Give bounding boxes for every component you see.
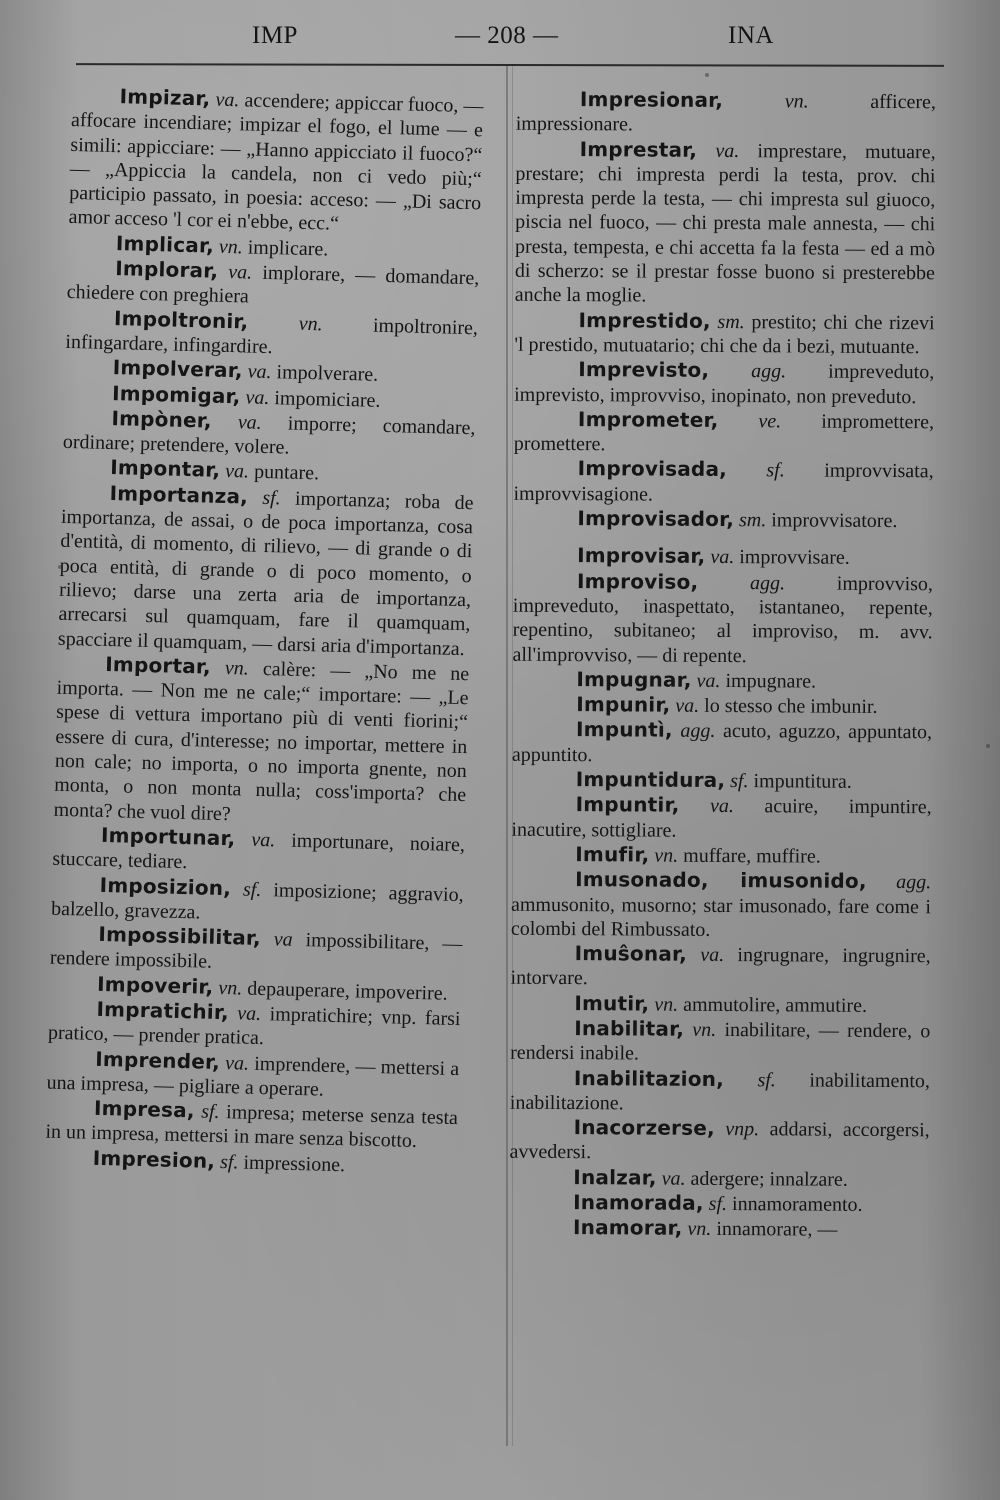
entry-pos: sf.	[219, 1150, 239, 1174]
entry-pos: vn.	[218, 976, 243, 1000]
entry-pos: vn.	[224, 656, 250, 680]
header-rule	[76, 63, 944, 67]
entry-definition: innamoramento.	[731, 1193, 863, 1216]
entry-definition: calère: — „No me ne importa. — Non me ne cale;“ importare: — „Le spese di vettura importano più di venti fiorini;“ essere di cura, d'interesse; no importar, mettere in non cale; no importa, o no importa gnente, non monta, o non monta nulla; coss'importa? che monta? che vuol dire?	[53, 657, 470, 825]
dictionary-entry	[509, 1115, 929, 1167]
entry-headword: Imprometer,	[577, 406, 719, 432]
entry-headword: Impuntir,	[575, 792, 680, 818]
dictionary-entry	[511, 867, 931, 943]
dictionary-entry	[512, 568, 933, 669]
entry-headword: Imutir,	[574, 990, 650, 1016]
entry-definition: addarsi, accorgersi, avvedersi.	[509, 1118, 930, 1164]
dictionary-entry	[510, 1065, 930, 1117]
entry-definition: impomiciare.	[274, 386, 381, 412]
dictionary-entry	[509, 1215, 929, 1243]
dictionary-entry	[58, 480, 474, 661]
entry-headword: Improvisada,	[577, 456, 728, 482]
entry-pos: va.	[247, 360, 272, 384]
entry-headword: Inabilitazion,	[573, 1065, 725, 1091]
entry-headword: Imusonado, imusonido,	[575, 867, 867, 894]
dictionary-entry	[510, 1016, 930, 1068]
entry-headword: Importanza,	[109, 480, 249, 509]
dictionary-entry	[512, 767, 932, 795]
dictionary-entry	[509, 1164, 929, 1192]
entry-pos: va.	[251, 828, 276, 852]
entry-definition: impossibilitare, — rendere impossibile.	[49, 929, 463, 974]
entry-definition: impugnare.	[725, 669, 817, 693]
entry-definition: lo stesso che imbunir.	[704, 695, 878, 719]
entry-definition: prestito; chi che rizevi 'l prestido, mutuatario; chi che da i bezi, mutuante.	[514, 310, 935, 359]
entry-definition: improvvisata, improvvisagione.	[513, 460, 934, 506]
entry-pos: vn.	[687, 1218, 712, 1241]
entry-pos: va.	[709, 795, 734, 818]
dictionary-entry	[513, 456, 933, 508]
entry-headword: Imprestido,	[578, 307, 711, 333]
page-number: — 208 —	[455, 22, 559, 49]
entry-headword: Inamorar,	[572, 1215, 683, 1241]
entry-definition: impresa; meterse senza testa in un impresa, mettersi in mare senza biscotto.	[45, 1101, 459, 1153]
entry-definition: depauperare, impoverire.	[246, 977, 448, 1005]
entry-definition: afficere, impressionare.	[515, 90, 936, 136]
entry-headword: Impresion,	[92, 1145, 216, 1173]
entry-headword: Impratichir,	[96, 996, 230, 1025]
entry-headword: Impolverar,	[112, 355, 243, 383]
entry-definition: improvviso, impreveduto, inaspettato, istantaneo, repente, repentino, subitaneo; al improviso, m. avv. all'improvviso, — di repente.	[512, 572, 934, 667]
entry-pos: sm.	[738, 509, 767, 532]
entry-pos: va.	[675, 694, 700, 717]
dictionary-entry	[516, 87, 936, 139]
scan-speck	[986, 744, 990, 748]
entry-definition: importanza; roba de importanza, de assai, o de poca importanza, cosa d'entità, di momento, di rilievo, — di grande o di poca entità, di grande o di poco momento, o rilievo; darse una zerta aria de importanza, arrecarsi sul quamquam, fare il quamquam, spacciare il quamquam, — darsi aria d'importanza.	[57, 487, 474, 660]
entry-pos: va.	[224, 1051, 250, 1075]
entry-headword: Implicar,	[115, 230, 215, 258]
entry-pos: va.	[696, 669, 721, 692]
entry-pos: agg.	[896, 871, 932, 894]
entry-headword: Inabilitar,	[574, 1016, 685, 1041]
entry-definition: acuto, aguzzo, appuntato, appuntito.	[511, 720, 933, 766]
entry-pos: va.	[237, 411, 263, 434]
entry-definition: impolverare.	[276, 361, 379, 387]
scan-speck	[58, 565, 62, 569]
entry-definition: impratichire; vnp. farsi pratico, — prender pratica.	[47, 1003, 461, 1050]
dictionary-entry	[509, 1190, 929, 1218]
dictionary-entry	[510, 941, 930, 993]
entry-pos: va.	[700, 943, 725, 967]
entry-definition: improvvisare.	[739, 546, 850, 570]
entry-definition: adergere; innalzare.	[690, 1167, 848, 1191]
entry-headword: Improvisar,	[577, 543, 706, 569]
entry-pos: va.	[710, 546, 735, 569]
entry-pos: vn.	[692, 1018, 717, 1041]
entry-definition: implicare.	[247, 236, 329, 261]
right-column	[509, 87, 936, 1243]
entry-definition: inabilitamento, inabilitazione.	[509, 1069, 931, 1115]
entry-pos: va.	[715, 139, 740, 162]
entry-pos: sf.	[766, 459, 785, 482]
entry-pos: vnp.	[725, 1118, 760, 1141]
entry-definition: impressione.	[243, 1151, 346, 1176]
entry-definition: importunare, noiare, stuccare, tediare.	[52, 829, 466, 874]
entry-pos: sf.	[262, 486, 281, 510]
entry-headword: Importunar,	[100, 822, 236, 851]
entry-headword: Imprestar,	[579, 136, 698, 162]
entry-headword: Inalzar,	[573, 1164, 657, 1190]
entry-headword: Impoverir,	[96, 971, 214, 999]
dictionary-entry	[68, 83, 484, 240]
dictionary-entry	[513, 543, 933, 571]
entry-pos: va.	[245, 386, 270, 409]
entry-definition: muffare, muffire.	[683, 844, 821, 868]
entry-pos: va	[273, 928, 293, 951]
dictionary-entry	[53, 651, 469, 832]
entry-pos: agg.	[751, 360, 787, 383]
entry-pos: sf.	[708, 1192, 728, 1216]
entry-headword: Inamorada,	[573, 1190, 704, 1215]
scan-speck	[705, 73, 709, 77]
entry-headword: Impòner,	[111, 405, 213, 433]
entry-pos: vn.	[784, 90, 809, 113]
entry-pos: sf.	[242, 878, 262, 901]
entry-headword: Impontar,	[109, 455, 221, 483]
entry-headword: Impuntì,	[576, 717, 673, 743]
entry-headword: Impresionar,	[579, 87, 724, 112]
entry-definition: impuntitura.	[753, 770, 852, 793]
entry-headword: Impuntidura,	[575, 767, 726, 793]
dictionary-entry	[511, 792, 931, 844]
entry-headword: Imuŝonar,	[574, 941, 688, 966]
entry-definition: impromettere, promettere.	[513, 410, 935, 456]
entry-definition: ingrugnare, ingrugnire, intorvare.	[510, 944, 931, 990]
entry-pos: va.	[215, 88, 240, 112]
entry-headword: Implorar,	[115, 256, 219, 283]
dictionary-entry	[510, 990, 930, 1018]
dictionary-entry	[513, 506, 933, 534]
entry-pos: sf.	[730, 770, 749, 793]
dictionary-entry	[514, 357, 934, 409]
entry-definition: acuire, impuntire, inacutire, sottigliare.	[511, 795, 932, 842]
entry-pos: agg.	[680, 720, 716, 743]
dictionary-entry	[515, 136, 936, 310]
entry-pos: va.	[224, 460, 250, 484]
entry-definition: imposizione; aggravio, balzello, gravezza.	[50, 878, 464, 924]
entry-pos: sf.	[757, 1068, 776, 1091]
entry-definition: puntare.	[253, 461, 320, 485]
entry-definition: impoltronire, infingardare, infingardire.	[65, 314, 479, 359]
entry-headword: Impunir,	[576, 692, 671, 717]
dictionary-entry	[514, 407, 934, 459]
entry-headword: Impizar,	[119, 84, 211, 111]
entry-headword: Imprender,	[95, 1046, 221, 1074]
entry-pos: vn.	[218, 235, 244, 259]
entry-pos: sm.	[717, 310, 745, 333]
entry-headword: Imprevisto,	[578, 357, 710, 383]
entry-definition: inabilitare, — rendere, o rendersi inabile.	[510, 1018, 931, 1065]
entry-headword: Importar,	[105, 651, 212, 679]
entry-definition: innamorare, —	[716, 1218, 838, 1242]
entry-definition: impreveduto, imprevisto, improvviso, inopinato, non preveduto.	[514, 360, 935, 408]
entry-pos: va.	[661, 1167, 686, 1190]
entry-headword: Impugnar,	[576, 666, 692, 692]
entry-pos: sf.	[200, 1100, 220, 1124]
entry-pos: vn.	[654, 844, 679, 867]
entry-pos: va.	[237, 1002, 262, 1026]
entry-headword: Improvisador,	[577, 506, 735, 532]
entry-headword: Inacorzerse,	[573, 1115, 715, 1141]
entry-headword: Imufir,	[575, 842, 650, 867]
header-right-guide-word: INA	[728, 22, 774, 49]
entry-headword: Improviso,	[576, 568, 699, 594]
entry-pos: va.	[228, 261, 253, 284]
dictionary-entry	[512, 667, 932, 695]
entry-headword: Imposizion,	[99, 872, 232, 900]
entry-headword: Impoltronir,	[113, 305, 249, 334]
dictionary-entry	[512, 717, 932, 769]
entry-headword: Impomigar,	[111, 380, 241, 408]
entry-headword: Impossibilitar,	[98, 921, 262, 951]
header-left-guide-word: IMP	[252, 22, 298, 49]
entry-pos: vn.	[654, 993, 679, 1016]
dictionary-entry	[512, 692, 932, 720]
entry-definition: imporre; comandare, ordinare; pretendere, volere.	[62, 412, 476, 459]
entry-pos: vn.	[298, 312, 323, 336]
left-column	[45, 83, 484, 1180]
entry-definition: ammusonito, musorno; star imusonado, fare come i colombi del Rimbussato.	[510, 893, 932, 941]
entry-headword: Impresa,	[93, 1096, 195, 1123]
entry-definition: ammutolire, ammutire.	[683, 993, 868, 1017]
page-header	[0, 22, 1000, 62]
entry-definition: accendere; appiccar fuoco, — affocare incendiare; impizar el fogo, el lume — e simili: appicciare: — „Hanno appicciato il fuoco?“ — „Appiccia la candela, non ci vedo più;“ participio passato, in poesia: acceso: — „Di sacro amor acceso 'l cor ei n'ebbe, ecc.“	[68, 89, 484, 236]
column-divider	[506, 66, 508, 1446]
entry-pos: ve.	[758, 410, 782, 433]
entry-definition: improvvisatore.	[771, 509, 898, 533]
entry-definition: imprendere, — mettersi a una impresa, — pigliare a operare.	[46, 1052, 460, 1101]
entry-pos: agg.	[750, 571, 786, 595]
dictionary-entry	[511, 842, 931, 870]
entry-definition: imprestare, mutuare, prestare; chi impresta perdi la testa, prov. chi impresta perde la testa, — chi impresta sul giuoco, piscia nel fuoco, — chi presta male annesta, — chi presta, tempesta, e chi accetta fa la festa — ed a mò di scherzo: se il prestar fosse buono si presterebbe anche la moglie.	[514, 139, 936, 307]
dictionary-entry	[514, 307, 934, 359]
entry-definition: implorare, — domandare, chiedere con preghiera	[66, 261, 480, 308]
